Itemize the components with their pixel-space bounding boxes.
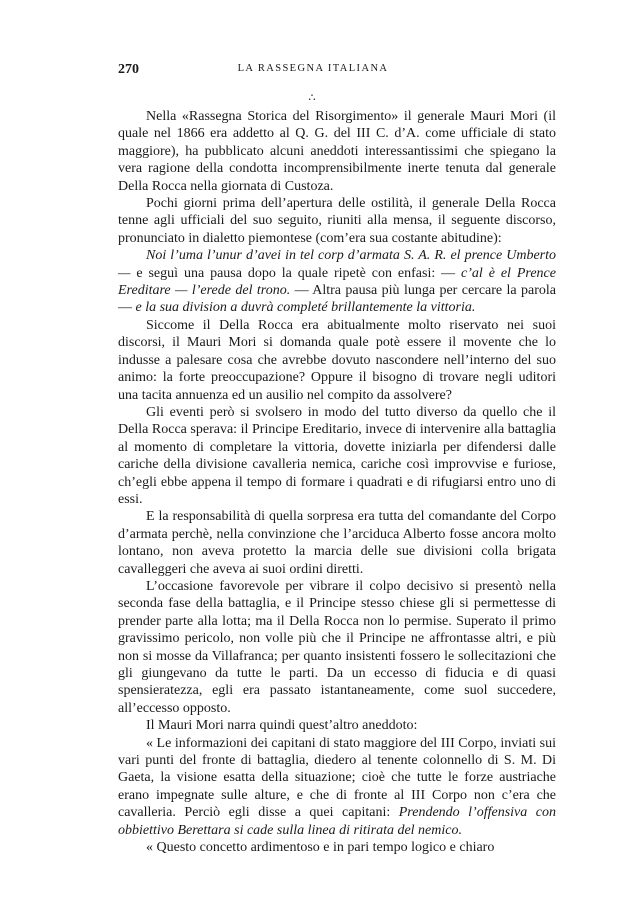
body-paragraph: [118, 717, 556, 734]
text-run: L’occasione favorevole per vibrare il colpo decisivo si presentò nella seconda fase della battaglia, e il Principe stesso chiese gli si permettesse di prender parte alla lotta; ma il Della Rocca non lo permise. Superato il primo gravissimo pericolo, non volle più che il Principe ne affrontasse altri, e più non si mosse da Villafranca; per quanto insistenti fossero le sollecitazioni che gli giungevano da tutte le parti. Da un eccesso di fiducia e di quasi spensieratezza, egli era passato istantaneamente, come suol succedere, all’eccesso opposto.: [118, 578, 556, 716]
running-head: [118, 62, 508, 78]
italic-text-run: Noi l’uma l’unur d’avei in tel corp d’armata S. A. R. el prence Umberto —: [118, 248, 556, 281]
text-run: E la responsabilità di quella sorpresa era tutta del comandante del Corpo d’armata perchè, nella convinzione che l’arciduca Alberto fosse ancora molto lontano, non aveva protetto la marcia delle sue divisioni colla brigata cavalleggeri che aveva ai suoi ordini diretti.: [118, 509, 556, 577]
text-run: « Le informazioni dei capitani di stato maggiore del III Corpo, inviati sui vari punti del fronte di battaglia, diedero al tenente colonnello di S. M. Di Gaeta, la visione esatta della situazione; cioè che tutte le forze austriache erano impegnate sulle alture, e che di fronte al III Corpo non c’era che cavalleria. Perciò egli disse a quei capitani:: [118, 735, 556, 821]
journal-title: LA RASSEGNA ITALIANA: [237, 63, 389, 74]
text-run: Il Mauri Mori narra quindi quest’altro aneddoto:: [146, 718, 418, 734]
body-paragraph: [118, 195, 556, 247]
body-paragraph: [118, 508, 556, 578]
text-run: e seguì una pausa dopo la quale ripetè con enfasi: —: [130, 265, 462, 281]
italic-text-run: Prendendo l’offensiva con obbiettivo Berettara si cade sulla linea di ritirata del nemico.: [118, 805, 556, 838]
italic-text-run: e la sua division a duvrà completé brillantemente la vittoria.: [135, 300, 476, 316]
body-paragraph: [118, 404, 556, 508]
body-paragraph: [118, 735, 556, 839]
text-run: Pochi giorni prima dell’apertura delle ostilità, il generale Della Rocca tenne agli ufficiali del suo seguito, riuniti alla mensa, il seguente discorso, pronunciato in dialetto piemontese (com’era sua costante abitudine):: [118, 196, 556, 246]
text-run: Gli eventi però si svolsero in modo del tutto diverso da quello che il Della Rocca sperava: il Principe Ereditario, invece di intervenire alla battaglia al momento di completare la vittoria, dovette iniziarla per difendersi dalle cariche della divisione cavalleria nemica, cariche così improvvise e furiose, ch’egli ebbe appena il tempo di formare i quadrati e di rifugiarsi entro uno di essi.: [118, 404, 556, 507]
text-run: Nella «Rassegna Storica del Risorgimento» il generale Mauri Mori (il quale nel 1866 era addetto al Q. G. del III C. d’A. come ufficiale di stato maggiore), ha pubblicato alcuni aneddoti interessantissimi che spiegano la vera ragione della condotta incomprensibilmente inerte tenuta dal generale Della Rocca nella giornata di Custoza.: [118, 109, 556, 194]
body-paragraph: [118, 317, 556, 404]
body-paragraph: [118, 839, 556, 856]
body-paragraph: [118, 578, 556, 717]
section-separator-mark: ∴: [308, 92, 316, 104]
text-run: Siccome il Della Rocca era abitualmente molto riservato nei suoi discorsi, il Mauri Mori si domanda quale potè essere il movente che lo indusse a palesare cosa che avrebbe dovuto nascondere nell’interno del suo animo: la forte preoccupazione? Oppure il bisogno di trovare negli uditori una tacita annuenza ed un ausilio nel compito da assolvere?: [118, 317, 556, 403]
text-run: — Altra pausa più lunga per cercare la parola —: [118, 283, 556, 316]
italic-text-run: c’al è el Prence Ereditare — l’erede del trono.: [118, 265, 556, 299]
body-paragraph: [118, 247, 556, 317]
body-paragraph: [118, 108, 556, 195]
text-run: « Questo concetto ardimentoso e in pari tempo logico e chiaro: [146, 840, 495, 856]
article-body: [118, 108, 556, 856]
page-number: 270: [118, 62, 139, 77]
